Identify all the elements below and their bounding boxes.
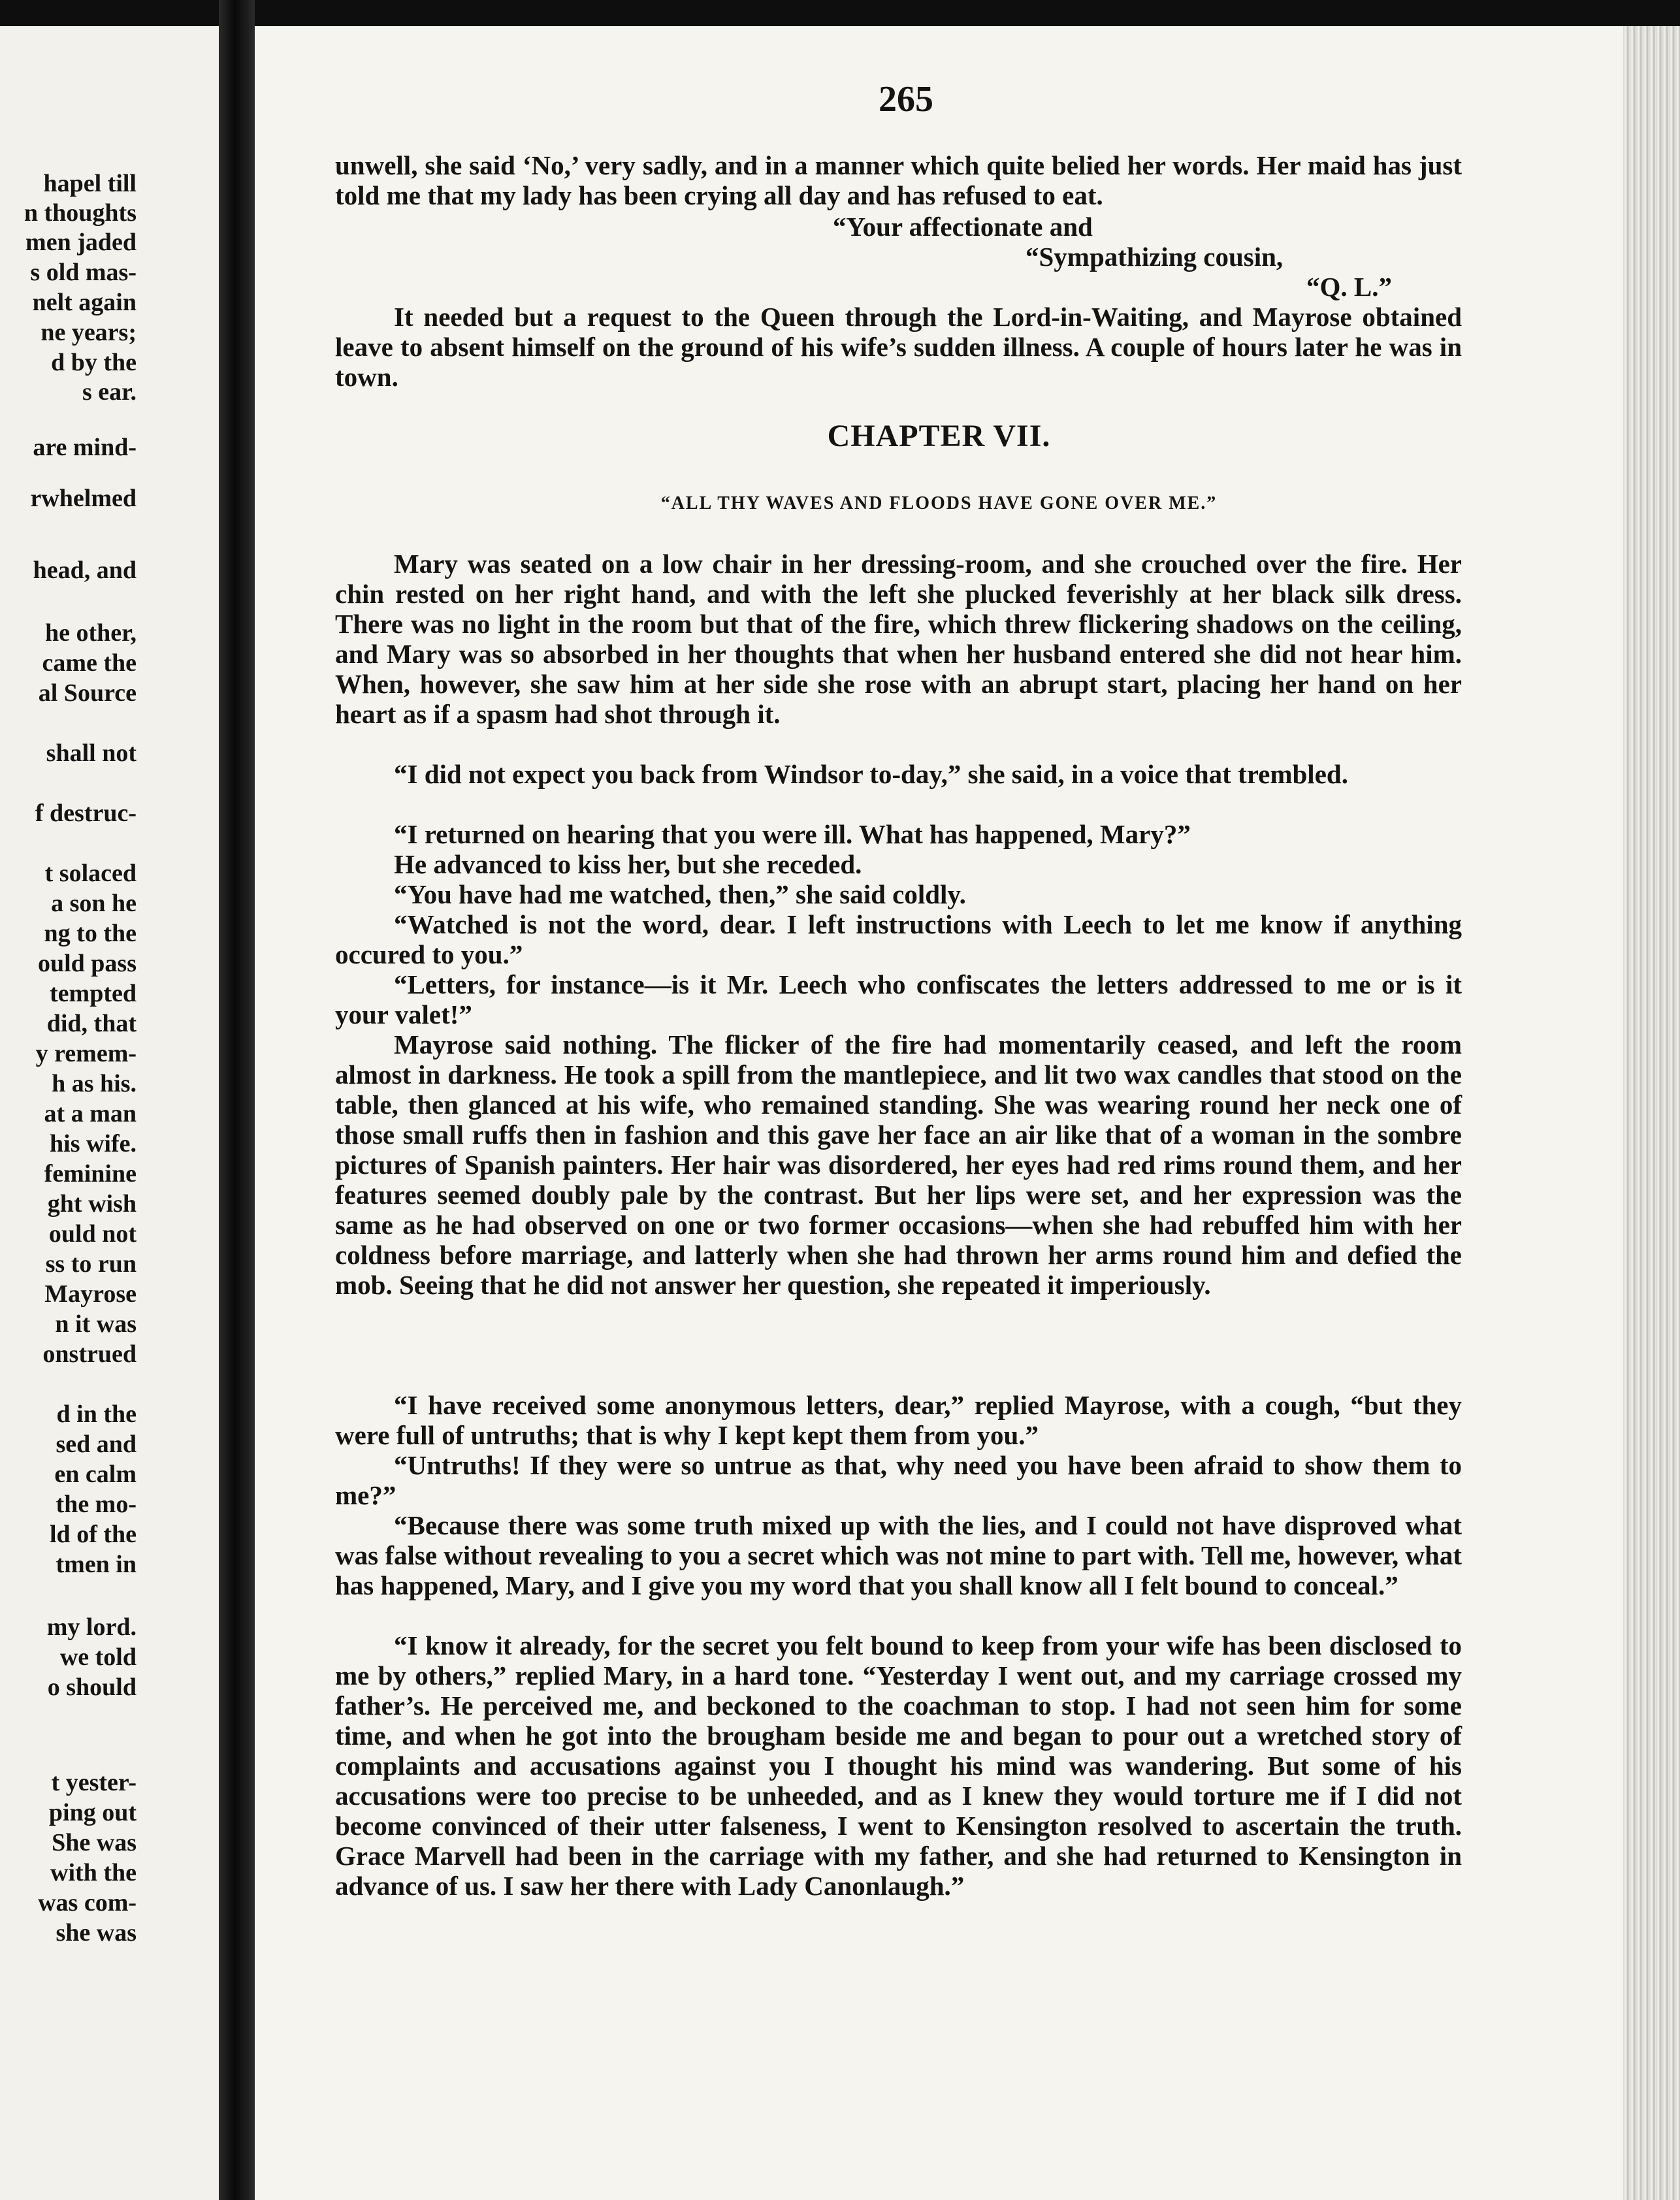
paragraph: “I know it already, for the secret you felt bound to keep from your wife has been disclosed to me by others,” replied Mary, in a hard tone. “Yesterday I went out, and my carriage crossed my father’s. He perceived me, and beckoned to the coachman to stop. I had not seen him for some time, and when he got into the brougham beside me and began to pour out a wretched story of complaints and accusations against you I thought his mind was wandering. But some of his accusations were too precise to be unheeded, and as I knew they would torture me if I did not become convinced of their utter falseness, I went to Kensington resolved to ascertain the truth. Grace Marvell had been in the carriage with my father, and she had returned to Kensington in advance of us. I saw her there with Lady Canonlaugh.”: [335, 1630, 1462, 1901]
letter-body: unwell, she said ‘No,’ very sadly, and in a manner which quite belied her words. Her maid has just told me that my lady has been crying all day and has refused to eat.: [335, 150, 1462, 210]
paragraph: It needed but a request to the Queen through the Lord-in-Waiting, and Mayrose obtained leave to absent himself on the ground of his wife’s sudden illness. A couple of hours later he was in town.: [335, 302, 1462, 392]
left-page-line: tmen in: [56, 1551, 137, 1578]
left-page-line: ould not: [48, 1220, 137, 1248]
left-page-line: my lord.: [46, 1613, 137, 1641]
letter-closing-line: “Your affectionate and: [833, 212, 1093, 242]
left-page-line: shall not: [46, 739, 137, 767]
left-page-line: d by the: [51, 349, 137, 376]
page-edges: [1623, 26, 1680, 2200]
paragraph: “I have received some anonymous letters, dear,” replied Mayrose, with a cough, “but they were full of untruths; that is why I kept kept them from you.”: [335, 1390, 1462, 1450]
left-page-line: rwhelmed: [30, 485, 137, 512]
left-page-line: d in the: [56, 1400, 137, 1428]
left-page-line: feminine: [44, 1160, 137, 1188]
left-page-line: men jaded: [25, 229, 137, 256]
left-page-line: was com-: [38, 1889, 137, 1917]
left-page-line: sed and: [56, 1431, 137, 1458]
paragraph: “I returned on hearing that you were ill. What has happened, Mary?”: [394, 819, 1191, 849]
letter-closing-line: “Sympathizing cousin,: [1026, 242, 1284, 272]
left-page-line: She was: [52, 1829, 137, 1856]
paragraph: “Untruths! If they were so untrue as that, why need you have been afraid to show them to me?”: [335, 1450, 1462, 1510]
left-page-line: ng to the: [44, 920, 137, 947]
left-page-line: with the: [50, 1859, 137, 1886]
paragraph: “Because there was some truth mixed up with the lies, and I could not have disproved what was false without revealing to you a secret which was not mine to part with. Tell me, however, what has happened, Mary, and I give you my word that you shall know all I felt bound to conceal.”: [335, 1510, 1462, 1600]
left-page-line: t yester-: [51, 1769, 137, 1796]
left-page-line: at a man: [44, 1100, 137, 1127]
left-facing-page: [0, 26, 219, 2200]
left-page-line: al Source: [38, 679, 137, 707]
chapter-epigraph: “ALL THY WAVES AND FLOODS HAVE GONE OVER ME.”: [660, 493, 1218, 513]
page-number: 265: [879, 79, 933, 120]
left-page-line: a son he: [51, 890, 137, 917]
left-page-line: h as his.: [52, 1070, 137, 1097]
paragraph: “I did not expect you back from Windsor to-day,” she said, in a voice that trembled.: [394, 759, 1348, 789]
left-page-line: onstrued: [42, 1340, 137, 1368]
left-page-line: are mind-: [33, 434, 137, 461]
left-page-line: he other,: [44, 619, 137, 647]
left-page-line: n it was: [55, 1310, 137, 1338]
left-page-line: en calm: [54, 1461, 137, 1488]
left-page-line: y remem-: [35, 1040, 137, 1067]
left-page-line: nelt again: [32, 289, 137, 316]
left-page-line: she was: [56, 1919, 137, 1947]
paragraph: “Letters, for instance—is it Mr. Leech who confiscates the letters addressed to me or is it your valet!”: [335, 969, 1462, 1029]
left-page-line: ne years;: [40, 319, 137, 346]
left-page-line: n thoughts: [24, 199, 137, 227]
book-gutter: [219, 0, 255, 2200]
left-page-line: t solaced: [44, 860, 137, 887]
left-page-line: ght wish: [47, 1190, 137, 1218]
paragraph: “Watched is not the word, dear. I left instructions with Leech to let me know if anything occured to you.”: [335, 909, 1462, 969]
left-page-line: s old mas-: [30, 259, 137, 286]
paragraph: He advanced to kiss her, but she receded.: [394, 849, 862, 879]
left-page-line: we told: [59, 1643, 137, 1671]
left-page-line: f destruc-: [35, 800, 137, 827]
letter-signature: “Q. L.”: [1306, 272, 1392, 302]
left-page-line: o should: [47, 1674, 137, 1701]
chapter-title: CHAPTER VII.: [827, 419, 1051, 453]
left-page-line: ld of the: [50, 1521, 137, 1548]
left-page-line: head, and: [33, 557, 137, 584]
left-page-line: did, that: [46, 1010, 137, 1037]
left-page-line: s ear.: [82, 378, 137, 406]
left-page-line: hapel till: [43, 170, 137, 197]
paragraph: Mary was seated on a low chair in her dressing-room, and she crouched over the fire. Her chin rested on her right hand, and with the left she plucked feverishly at her black silk dress. There was no light in the room but that of the fire, which threw flickering shadows on the ceiling, and Mary was so absorbed in her thoughts that when her husband entered she did not hear him. When, however, she saw him at her side she rose with an abrupt start, placing her hand on her heart as if a spasm had shot through it.: [335, 549, 1462, 729]
left-page-line: came the: [42, 649, 137, 677]
paragraph: “You have had me watched, then,” she said coldly.: [394, 879, 966, 909]
main-page: [255, 26, 1623, 2200]
left-page-line: Mayrose: [44, 1280, 137, 1308]
left-page-line: tempted: [50, 980, 137, 1007]
left-page-line: ss to run: [45, 1250, 137, 1278]
paragraph: Mayrose said nothing. The flicker of the fire had momentarily ceased, and left the room almost in darkness. He took a spill from the mantlepiece, and lit two wax candles that stood on the table, then glanced at his wife, who remained standing. She was wearing round her neck one of those small ruffs then in fashion and this gave her face an air like that of a woman in the sombre pictures of Spanish painters. Her hair was disordered, her eyes had red rims round them, and her features seemed doubly pale by the contrast. But her lips were set, and her expression was the same as he had observed on one or two former occasions—when she had rebuffed him with her coldness before marriage, and latterly when she had thrown her arms round him and defied the mob. Seeing that he did not answer her question, she repeated it imperiously.: [335, 1029, 1462, 1300]
left-page-line: his wife.: [50, 1130, 137, 1157]
left-page-line: ould pass: [37, 950, 137, 977]
left-page-line: the mo-: [56, 1491, 137, 1518]
left-page-line: ping out: [48, 1799, 137, 1826]
